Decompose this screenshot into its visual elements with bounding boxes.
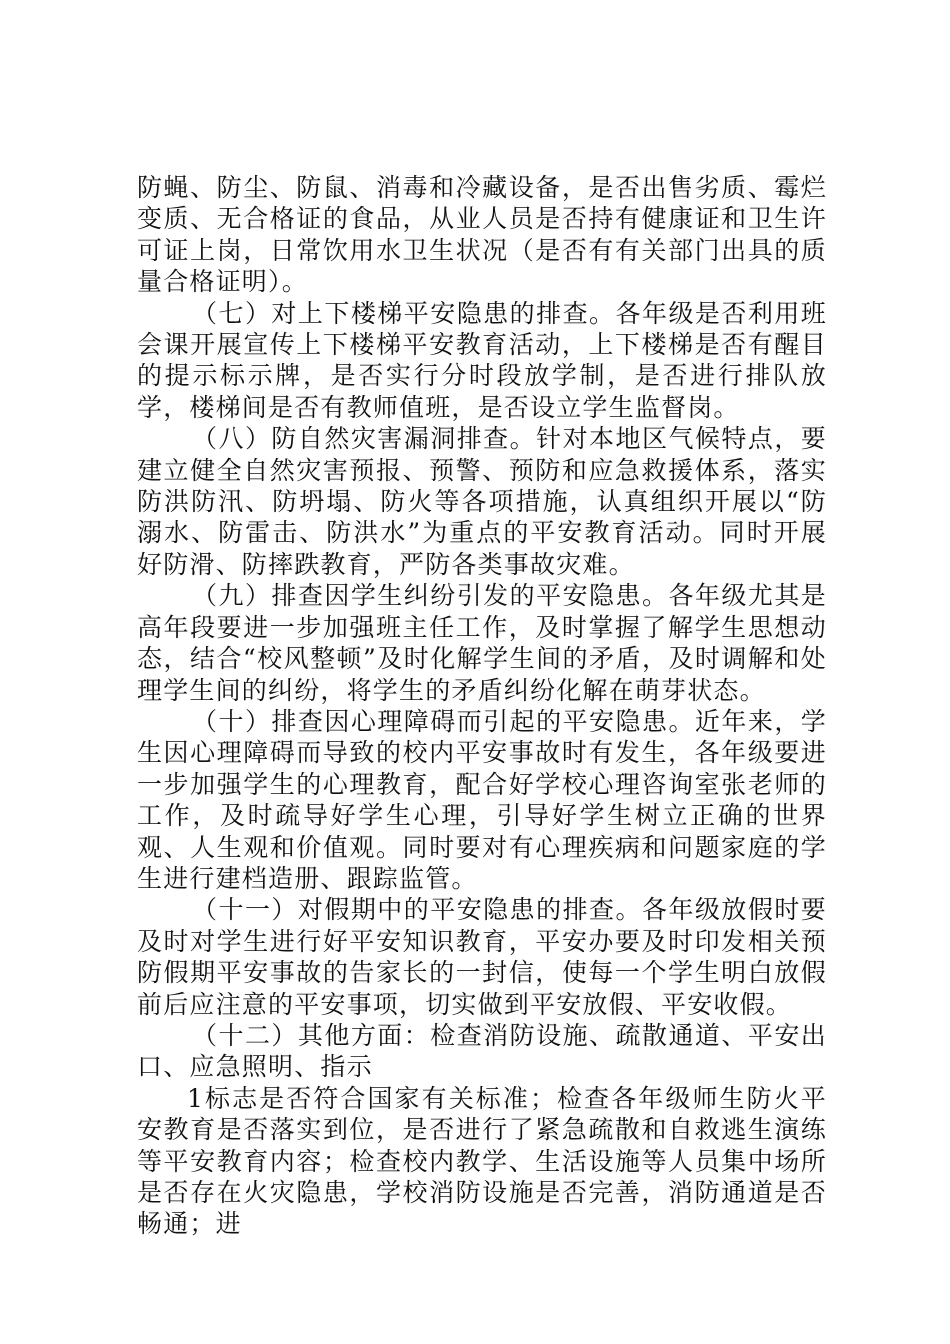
paragraph-stairs-safety: （七）对上下楼梯平安隐患的排查。各年级是否利用班会课开展宣传上下楼梯平安教育活动，上下楼梯是否有醒目的提示标示牌，是否实行分时段放学制，是否进行排队放学，楼梯间是否有教师值班，是否设立学生监督岗。: [137, 298, 827, 422]
paragraph-food-hygiene-continued: 防蝇、防尘、防鼠、消毒和冷藏设备，是否出售劣质、霉烂变质、无合格证的食品，从业人员是否持有健康证和卫生许可证上岗，日常饮用水卫生状况（是否有有关部门出具的质量合格证明）。: [137, 173, 827, 297]
paragraph-holiday-safety: （十一）对假期中的平安隐患的排查。各年级放假时要及时对学生进行好平安知识教育，平安办要及时印发相关预防假期平安事故的告家长的一封信，使每一个学生明白放假前后应注意的平安事项，切实做到平安放假、平安收假。: [137, 895, 827, 1019]
paragraph-natural-disaster: （八）防自然灾害漏洞排查。针对本地区气候特点，要建立健全自然灾害预报、预警、预防和应急救援体系，落实防洪防汛、防坍塌、防火等各项措施，认真组织开展以“防溺水、防雷击、防洪水”为重点的平安教育活动。同时开展好防滑、防摔跌教育，严防各类事故灾难。: [137, 424, 827, 579]
paragraph-other-aspects: （十二）其他方面：检查消防设施、疏散通道、平安出口、应急照明、指示: [137, 1020, 827, 1082]
paragraph-psychological: （十）排查因心理障碍而引起的平安隐患。近年来，学生因心理障碍而导致的校内平安事故时有发生，各年级要进一步加强学生的心理教育，配合好学校心理咨询室张老师的工作，及时疏导好学生心理，引导好学生树立正确的世界观、人生观和价值观。同时要对有心理疾病和问题家庭的学生进行建档造册、跟踪监管。: [137, 706, 827, 893]
paragraph-student-disputes: （九）排查因学生纠纷引发的平安隐患。各年级尤其是高年段要进一步加强班主任工作，及时掌握了解学生思想动态，结合“校风整顿”及时化解学生间的矛盾，及时调解和处理学生间的纠纷，将学生的矛盾纠纷化解在萌芽状态。: [137, 581, 827, 705]
document-body: [137, 172, 827, 1240]
paragraph-fire-safety: 1标志是否符合国家有关标准；检查各年级师生防火平安教育是否落实到位，是否进行了紧急疏散和自救逃生演练等平安教育内容；检查校内教学、生活设施等人员集中场所是否存在火灾隐患，学校消防设施是否完善，消防通道是否畅通；进: [137, 1083, 827, 1239]
